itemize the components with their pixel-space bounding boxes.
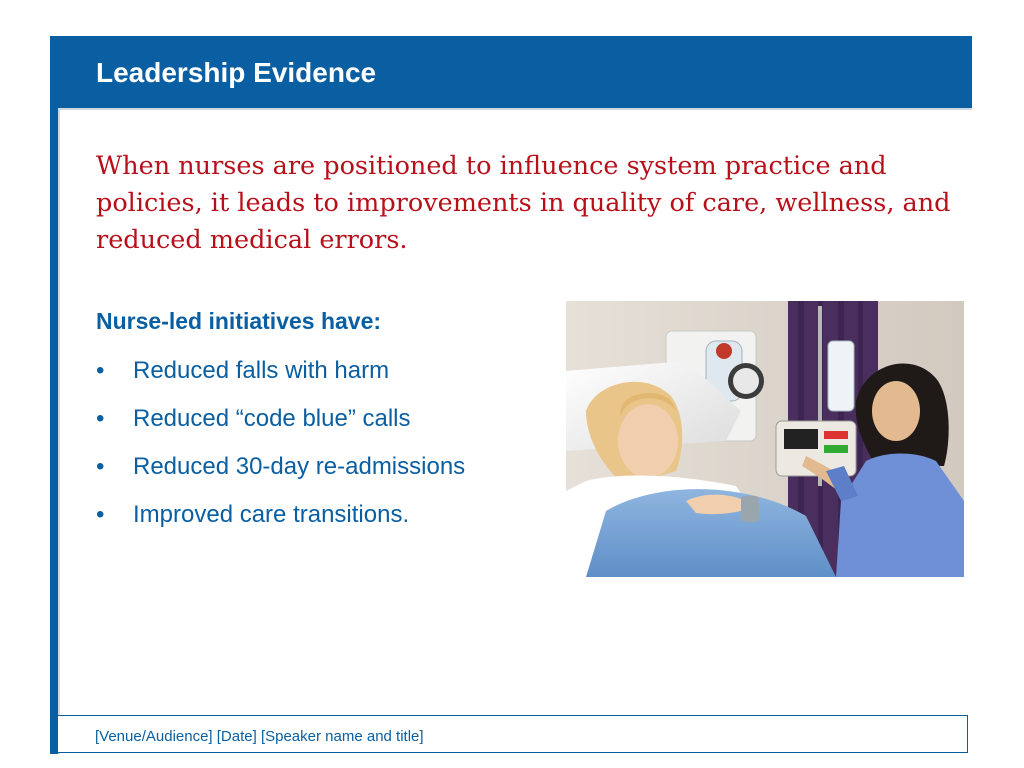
left-bar-shadow: [58, 108, 60, 754]
bullet-icon: •: [96, 501, 105, 528]
footer-text: [Venue/Audience] [Date] [Speaker name and title]: [95, 728, 424, 745]
nurse-patient-photo: [566, 301, 964, 577]
nurse-patient-illustration: [566, 301, 964, 577]
lead-statement: When nurses are positioned to influence system practice and policies, it leads to improvements in quality of care, wellness, and reduced medical errors.: [96, 151, 951, 255]
section-heading: Nurse-led initiatives have:: [96, 308, 382, 334]
bullet-text: Reduced 30-day re-admissions: [133, 453, 466, 480]
bullet-icon: •: [96, 453, 105, 480]
bullet-text: Improved care transitions.: [133, 501, 410, 528]
left-accent-bar: [50, 36, 58, 754]
bullet-icon: •: [96, 405, 105, 432]
bullet-text: Reduced “code blue” calls: [133, 405, 411, 432]
bullet-icon: •: [96, 357, 105, 384]
slide-title: Leadership Evidence: [96, 57, 377, 88]
title-bar-shadow: [58, 108, 972, 110]
bullet-text: Reduced falls with harm: [133, 357, 390, 384]
